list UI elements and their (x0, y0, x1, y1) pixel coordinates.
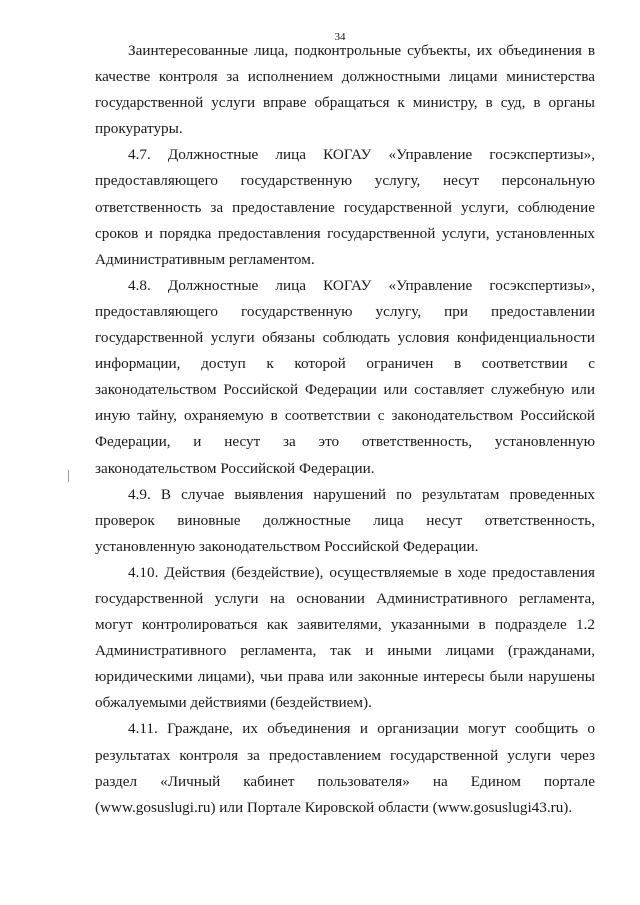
paragraph-4-7: 4.7. Должностные лица КОГАУ «Управление госэкспертизы», предоставляющего государственную услугу, несут персональную ответственность за предоставление государственной услуги, соблюдение сроков и порядка предоставления государственной услуги, установленных Административным регламентом. (95, 146, 595, 268)
margin-mark (68, 470, 69, 482)
paragraph-4-9: 4.9. В случае выявления нарушений по результатам проведенных проверок виновные должностные лица несут ответственность, установленную законодательством Российской Федерации. (95, 485, 595, 555)
paragraph-4-8: 4.8. Должностные лица КОГАУ «Управление госэкспертизы», предоставляющего государственную услугу, при предоставлении государственной услуги обязаны соблюдать условия конфиденциальности информации, доступ к которой ограничен в соответствии с законодательством Российской Федерации или составляет служебную или иную тайну, охраняемую в соответствии с законодательством Российской Федерации, и несут за это ответственность, установленную законодательством Российской Федерации. (95, 276, 595, 477)
document-body (95, 38, 595, 821)
paragraph-4-11: 4.11. Граждане, их объединения и организации могут сообщить о результатах контроля за предоставлением государственной услуги через раздел «Личный кабинет пользователя» на Едином портале (www.gosuslugi.ru) или Портале Кировской области (www.gosuslugi43.ru). (95, 720, 595, 816)
paragraph-intro: Заинтересованные лица, подконтрольные субъекты, их объединения в качестве контроля за исполнением должностными лицами министерства государственной услуги вправе обращаться к министру, в суд, в органы прокуратуры. (95, 42, 595, 138)
paragraph-4-10: 4.10. Действия (бездействие), осуществляемые в ходе предоставления государственной услуги на основании Административного регламента, могут контролироваться как заявителями, указанными в подразделе 1.2 Административного регламента, так и иными лицами (гражданами, юридическими лицами), чьи права или законные интересы были нарушены обжалуемыми действиями (бездействием). (95, 563, 595, 712)
page-number: 34 (334, 31, 346, 43)
